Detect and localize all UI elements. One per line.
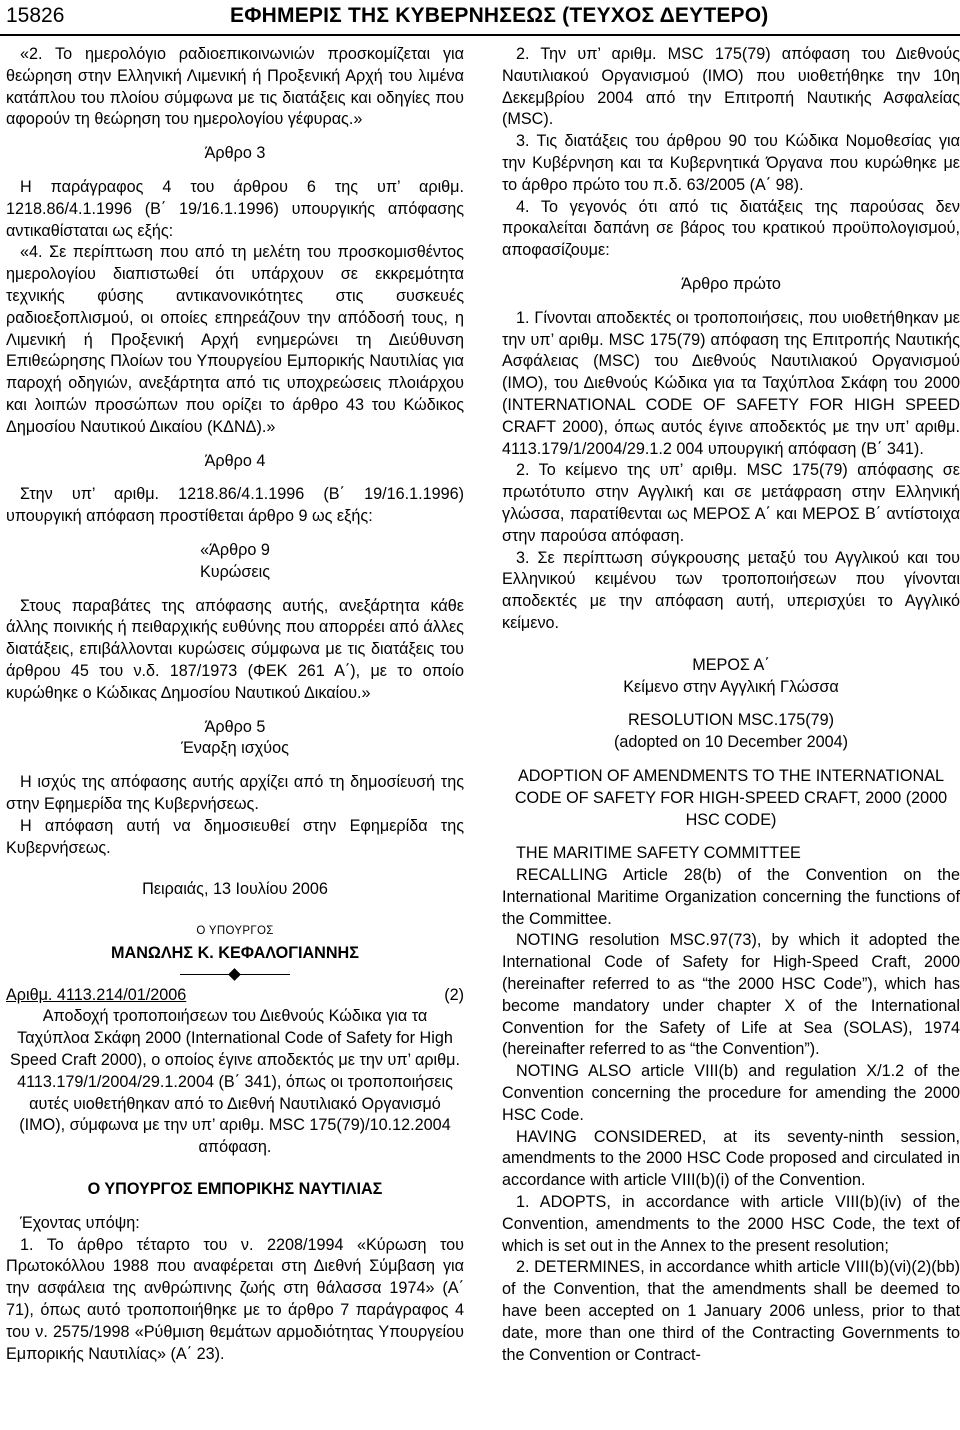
decision-index: (2)	[444, 985, 464, 1004]
having-regard: Έχοντας υπόψη:	[20, 1213, 140, 1232]
article-9-subtitle: Κυρώσεις	[199, 562, 271, 581]
sanctions-paragraph: Στους παραβάτες της απόφασης αυτής, ανεξάρτητα κάθε άλλης ποινικής ή πειθαρχικής ευθύνης που απορρέει από άλλες διατάξεις, επιβάλλονται κυρώσεις σύμφωνα με τις διατάξεις του άρθρου 45 του ν.δ. 187/1973 (ΦΕΚ 261 Α΄), με το οποίο κυρώθηκε ο Κώδικας Δημοσίου Ναυτικού Δικαίου.»	[6, 596, 464, 702]
regard-item-3: 3. Τις διατάξεις του άρθρου 90 του Κώδικα Νομοθεσίας για την Κυβέρνηση και τα Κυβερνητικά Όργανα που κυρώθηκε με το άρθρο πρώτο του π.δ. 63/2005 (Α΄ 98).	[502, 132, 960, 194]
header-rule	[0, 34, 960, 36]
gazette-title: ΕΦΗΜΕΡΙΣ ΤΗΣ ΚΥΒΕΡΝΗΣΕΩΣ (ΤΕΥΧΟΣ ΔΕΥΤΕΡΟ)	[230, 4, 769, 27]
regard-item-2: 2. Την υπ’ αριθμ. MSC 175(79) απόφαση του Διεθνούς Ναυτιλιακού Οργανισμού (ΙΜΟ) που υιοθετήθηκε την 10η Δεκεμβρίου 2004 από την Επιτροπή Ναυτικής Ασφαλείας (MSC).	[502, 45, 960, 129]
noting-also-clause: NOTING ALSO article VIII(b) and regulation X/1.2 of the Convention concerning the procedure for amending the 2000 HSC Code.	[502, 1062, 960, 1124]
adopts-clause: 1. ADOPTS, in accordance with article VIII(b)(iv) of the Convention, amendments to the 2000 HSC Code, the text of which is set out in the Annex to the present resolution;	[502, 1193, 960, 1255]
article-3-intro: Η παράγραφος 4 του άρθρου 6 της υπ’ αριθμ. 1218.86/4.1.1996 (Β΄ 19/16.1.1996) υπουργικής απόφασης αντικαθίσταται ως εξής:	[6, 177, 464, 240]
page-header	[0, 0, 960, 30]
diamond-icon	[228, 968, 241, 981]
article-5-subtitle: Έναρξη ισχύος	[181, 739, 289, 758]
resolution-title: ADOPTION OF AMENDMENTS TO THE INTERNATIONAL CODE OF SAFETY FOR HIGH-SPEED CRAFT, 2000 (2000 HSC CODE)	[514, 766, 948, 829]
left-column	[6, 44, 464, 1365]
page-number: 15826	[6, 4, 65, 27]
decision-number-row	[6, 985, 464, 1007]
ministry-heading: Ο ΥΠΟΥΡΓΟΣ ΕΜΠΟΡΙΚΗΣ ΝΑΥΤΙΛΙΑΣ	[87, 1180, 383, 1199]
entry-into-force: Η ισχύς της απόφασης αυτής αρχίζει από τη δημοσίευσή της στην Εφημερίδα της Κυβερνήσεως.	[6, 773, 464, 813]
part-a-subtitle: Κείμενο στην Αγγλική Γλώσσα	[623, 677, 839, 696]
recalling-clause: RECALLING Article 28(b) of the Convention on the International Maritime Organization concerning the functions of the Committee.	[502, 866, 960, 928]
article-3-heading: Άρθρο 3	[204, 144, 266, 163]
place-date: Πειραιάς, 13 Ιουλίου 2006	[142, 880, 328, 899]
section-divider	[6, 967, 464, 983]
paragraph-2-amendment: «2. Το ημερολόγιο ραδιοεπικοινωνιών προσκομίζεται για θεώρηση στην Ελληνική Λιμενική ή Προξενική Αρχή του λιμένα κατάπλου του πλοίου σύμφωνα με τις διατάξεις και οδηγίες που αφορούν τη θεώρηση του ημερολογίου γέφυρας.»	[6, 45, 464, 129]
article-first-heading: Άρθρο πρώτο	[681, 274, 781, 293]
committee-heading: THE MARITIME SAFETY COMMITTEE	[516, 844, 801, 863]
decision-title: Αποδοχή τροποποιήσεων του Διεθνούς Κώδικα για τα Ταχύπλοα Σκάφη 2000 (International Code of Safety for High Speed Craft 2000), ο οποίος έγινε αποδεκτός με την υπ’ αριθμ. 4113.179/1/2004/29.1.2004 (Β΄ 341), όπως οι τροποποιήσεις αυτές υιοθετήθηκαν από το Διεθνή Ναυτιλιακό Οργανισμό (ΙΜΟ), σύμφωνα με την υπ’ αριθμ. MSC 175(79)/10.12.2004 απόφαση.	[10, 1007, 460, 1157]
resolution-number: RESOLUTION MSC.175(79)	[628, 711, 834, 730]
article-first-para-1: 1. Γίνονται αποδεκτές οι τροποποιήσεις, που υιοθετήθηκαν με την υπ’ αριθμ. MSC 175(79) απόφαση της Επιτροπής Ναυτικής Ασφάλειας (MSC) του Διεθνούς Ναυτιλιακού Οργανισμού (ΙΜΟ), του Διεθνούς Κώδικα για τα Ταχύπλοα Σκάφη του 2000 (INTERNATIONAL CODE OF SAFETY FOR HIGH SPEED CRAFT 2000), όπως αυτός έγινε αποδεκτός με την υπ’ αριθμ. 4113.179/1/2004/29.1.2 004 υπουργική απόφαση (Β΄ 341).	[502, 308, 960, 458]
having-considered-clause: HAVING CONSIDERED, at its seventy-ninth session, amendments to the 2000 HSC Code proposed and circulated in accordance with article VIII(b)(i) of the Convention.	[502, 1127, 960, 1190]
article-4-intro: Στην υπ’ αριθμ. 1218.86/4.1.1996 (Β΄ 19/16.1.1996) υπουργική απόφαση προστίθεται άρθρο 9 ως εξής:	[6, 485, 464, 526]
decision-number: Αριθμ. 4113.214/01/2006	[6, 985, 187, 1004]
regard-item-4: 4. Το γεγονός ότι από τις διατάξεις της παρούσας δεν προκαλείται δαπάνη σε βάρος του κρατικού προϋπολογισμού, αποφασίζουμε:	[502, 197, 960, 260]
minister-name: ΜΑΝΩΛΗΣ Κ. ΚΕΦΑΛΟΓΙΑΝΝΗΣ	[111, 943, 359, 962]
article-first-para-2: 2. Το κείμενο της υπ’ αριθμ. MSC 175(79) απόφασης σε πρωτότυπο στην Αγγλική και σε μετάφραση στην Ελληνική γλώσσα, παρατίθενται ως ΜΕΡΟΣ Α΄ και ΜΕΡΟΣ Β΄ αντίστοιχα στην παρούσα απόφαση.	[502, 461, 960, 545]
adoption-date: (adopted on 10 December 2004)	[614, 733, 848, 752]
noting-clause: NOTING resolution MSC.97(73), by which it adopted the International Code of Safety for High-Speed Craft, 2000 (hereinafter referred to as “the 2000 HSC Code”), which has become mandatory under chapter X of the International Convention for the Safety of Life at Sea (SOLAS), 1974 (hereinafter referred to as “the Convention”).	[502, 931, 960, 1059]
publication-order: Η απόφαση αυτή να δημοσιευθεί στην Εφημερίδα της Κυβερνήσεως.	[6, 816, 464, 857]
regard-item-1: 1. Το άρθρο τέταρτο του ν. 2208/1994 «Κύρωση του Πρωτοκόλλου 1988 που αναφέρεται στη Διεθνή Σύμβαση για την ασφάλεια της ανθρώπινης ζωής στη θάλασσα 1974» (Α΄ 71), όπως αυτό τροποποιήθηκε με το άρθρο 7 παράγραφος 4 του ν. 2575/1998 «Ρύθμιση θεμάτων αρμοδιότητας Υπουργείου Εμπορικής Ναυτιλίας» (Α΄ 23).	[6, 1235, 464, 1363]
paragraph-4-amendment: «4. Σε περίπτωση που από τη μελέτη του προσκομισθέντος ημερολογίου διαπιστωθεί ότι υπάρχουν σε εκκρεμότητα τεχνικής φύσης αντικανονικότητες στις συσκευές ραδιοεξοπλισμού, οι οποίες επηρεάζουν την απόδοσή τους, η Λιμενική ή Προξενική Αρχή ενημερώνει τη Διεύθυνση Επιθεώρησης Πλοίων του Υπουργείου Εμπορικής Ναυτιλίας για παροχή οδηγιών, ανεξάρτητα από τις υποχρεώσεις πλοιάρχου και λοιπών προσώπων που ορίζει το άρθρο 43 του Κώδικος Δημοσίου Ναυτικού Δικαίου (ΚΔΝΔ).»	[6, 243, 464, 436]
minister-label: Ο ΥΠΟΥΡΓΟΣ	[196, 925, 274, 938]
article-4-heading: Άρθρο 4	[204, 451, 266, 470]
article-first-para-3: 3. Σε περίπτωση σύγκρουσης μεταξύ του Αγγλικού και του Ελληνικού κειμένου των τροποποιήσεων που γίνονται αποδεκτές με την απόφαση αυτή, υπερισχύει το Αγγλικό κείμενο.	[502, 548, 960, 632]
article-5-heading: Άρθρο 5	[204, 717, 266, 736]
article-9-heading: «Άρθρο 9	[200, 540, 270, 559]
determines-clause: 2. DETERMINES, in accordance whith article VIII(b)(vi)(2)(bb) of the Convention, that the amendments shall be deemed to have been accepted on 1 January 2006 unless, prior to that date, more than one third of the Contracting Governments to the Convention or Contract-	[502, 1258, 960, 1364]
right-column	[502, 44, 960, 1366]
part-a-heading: ΜΕΡΟΣ Α΄	[692, 655, 770, 674]
